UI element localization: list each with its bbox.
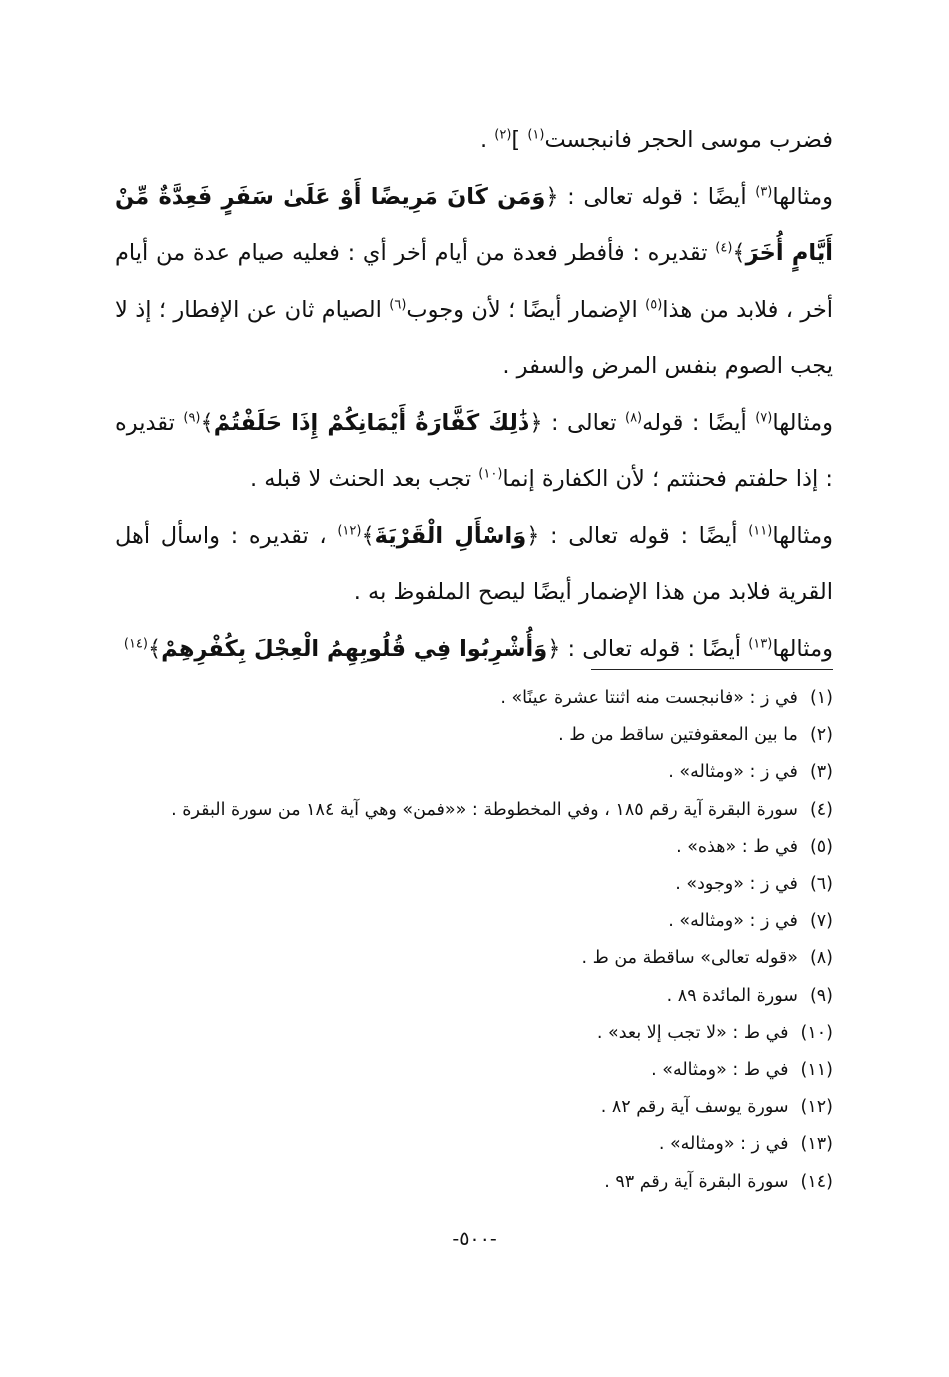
verse-bracket: ﴿ bbox=[545, 183, 559, 210]
verse-bracket: ﴾ bbox=[200, 409, 214, 436]
footnote bbox=[93, 792, 833, 829]
footnote-marker: (٩) bbox=[183, 410, 201, 425]
footnote-marker: (٢) bbox=[494, 127, 512, 143]
footnote-text: في ط : «ومثاله» . bbox=[651, 1060, 789, 1081]
text-run: . bbox=[479, 127, 495, 153]
footnote-number: (٤) bbox=[809, 799, 833, 820]
text-run: تعالى : bbox=[542, 409, 625, 436]
footnote-number: (٨) bbox=[809, 948, 833, 969]
footnote bbox=[93, 866, 833, 903]
footnote-number: (١٣) bbox=[800, 1134, 833, 1155]
text-run: ، تقديره : واسأل أهل القرية فلابد من هذا الإضمار أيضًا ليصح الملفوظ به . bbox=[115, 522, 833, 605]
text-run: أيضًا : قوله تعالى : bbox=[560, 635, 749, 662]
paragraph bbox=[115, 112, 833, 169]
text-run: ومثالها bbox=[772, 409, 833, 436]
main-text bbox=[115, 112, 833, 677]
text-run: ومثالها bbox=[772, 183, 834, 210]
footnote-text: في ز : «ومثاله» . bbox=[658, 1134, 789, 1155]
footnote-number: (١٠) bbox=[800, 1022, 833, 1043]
footnote-number: (٢) bbox=[809, 725, 833, 746]
quran-verse: وَاسْأَلِ الْقَرْيَةَ bbox=[374, 522, 527, 549]
verse-bracket: ﴾ bbox=[361, 522, 375, 549]
text-run: تقديره : إذا حلفتم فحنثتم ؛ لأن الكفارة إنما bbox=[115, 409, 833, 492]
footnote-text: «قوله تعالى» ساقطة من ط . bbox=[581, 948, 798, 969]
footnote-marker: (١٣) bbox=[748, 636, 773, 651]
footnote bbox=[93, 717, 833, 754]
footnote bbox=[93, 1089, 833, 1126]
text-run: أيضًا : قوله تعالى : bbox=[539, 522, 749, 549]
footnote-number: (١٤) bbox=[800, 1171, 833, 1192]
footnote-marker: (٧) bbox=[755, 410, 773, 425]
footnote-text: سورة البقرة آية رقم ١٨٥ ، وفي المخطوطة : ««فمن» وهي آية ١٨٤ من سورة البقرة . bbox=[171, 799, 798, 820]
text-run: الإضمار أيضًا ؛ لأن وجوب bbox=[406, 296, 646, 323]
page-number: -٥٠٠- bbox=[452, 1228, 497, 1250]
text-run: ومثالها bbox=[772, 635, 833, 662]
text-run: تقديره : فأفطر فعدة من أيام أخر أي : فعليه صيام عدة من أيام أخر ، فلابد من هذا bbox=[115, 240, 833, 323]
footnote-marker: (٤) bbox=[715, 240, 733, 256]
footnote bbox=[93, 680, 833, 717]
footnote-divider bbox=[591, 669, 833, 670]
text-run: أيضًا : قوله تعالى : bbox=[558, 183, 756, 210]
verse-bracket: ﴿ bbox=[526, 522, 540, 549]
footnote-text: في ز : «فانبجست منه اثنتا عشرة عينًا» . bbox=[500, 688, 798, 708]
footnote bbox=[93, 978, 833, 1015]
footnote bbox=[93, 1052, 833, 1089]
footnote bbox=[93, 940, 833, 977]
footnote bbox=[93, 754, 833, 791]
footnote-text: سورة المائدة ٨٩ . bbox=[666, 985, 798, 1006]
footnote-text: في ط : «لا تجب إلا بعد» . bbox=[596, 1022, 789, 1043]
footnote-text: في ز : «ومثاله» . bbox=[668, 911, 798, 932]
footnote-marker: (٣) bbox=[755, 184, 773, 199]
text-run: ] bbox=[511, 127, 528, 153]
quran-verse: وَمَن كَانَ مَرِيضًا أَوْ عَلَىٰ سَفَرٍ فَعِدَّةٌ مِّنْ أَيَّامٍ أُخَرَ bbox=[115, 183, 834, 266]
quran-verse: وَأُشْرِبُوا فِي قُلُوبِهِمُ الْعِجْلَ بِكُفْرِهِمْ bbox=[161, 635, 548, 662]
verse-bracket: ﴾ bbox=[147, 635, 162, 662]
footnote-number: (٥) bbox=[809, 836, 833, 857]
footnotes-list bbox=[93, 680, 833, 1201]
footnote-text: سورة يوسف آية رقم ٨٢ . bbox=[600, 1097, 789, 1118]
footnote-text: في ز : «وجود» . bbox=[675, 874, 798, 895]
footnote-marker: (١٤) bbox=[123, 636, 148, 651]
footnote-marker: (١) bbox=[527, 127, 545, 143]
footnote bbox=[93, 1015, 833, 1052]
footnote-marker: (١٢) bbox=[337, 523, 362, 538]
footnote bbox=[93, 903, 833, 940]
paragraph bbox=[115, 395, 833, 508]
footnote-number: (٦) bbox=[809, 874, 833, 895]
footnote bbox=[93, 1126, 833, 1163]
footnote-text: ما بين المعقوفتين ساقط من ط . bbox=[558, 725, 798, 746]
footnote-number: (١١) bbox=[800, 1060, 833, 1081]
footnote bbox=[93, 1164, 833, 1201]
footnote bbox=[93, 829, 833, 866]
footnote-marker: (٨) bbox=[624, 410, 643, 425]
quran-verse: ذَٰلِكَ كَفَّارَةُ أَيْمَانِكُمْ إِذَا حَلَفْتُمْ bbox=[213, 409, 530, 436]
footnote-marker: (٥) bbox=[645, 297, 663, 312]
footnote-number: (١٢) bbox=[800, 1097, 833, 1118]
text-run: أيضًا : قوله bbox=[642, 409, 756, 436]
footnote-text: في ز : «ومثاله» . bbox=[668, 762, 798, 783]
footnote-number: (٧) bbox=[809, 911, 833, 932]
footnote-marker: (١١) bbox=[748, 523, 773, 538]
text-run: ومثالها bbox=[772, 522, 833, 549]
footnote-text: في ط : «هذه» . bbox=[676, 836, 798, 857]
text-run: تجب بعد الحنث لا قبله . bbox=[249, 466, 479, 492]
verse-bracket: ﴿ bbox=[529, 409, 543, 436]
paragraph bbox=[115, 169, 833, 395]
footnote-text: سورة البقرة آية رقم ٩٣ . bbox=[604, 1171, 789, 1192]
footnote-number: (١) bbox=[809, 688, 833, 708]
footnote-number: (٩) bbox=[809, 985, 833, 1006]
text-run: فضرب موسى الحجر فانبجست bbox=[544, 127, 833, 153]
text-run: الصيام ثان عن الإفطار ؛ إذ لا يجب الصوم بنفس المرض والسفر . bbox=[115, 296, 833, 379]
verse-bracket: ﴾ bbox=[732, 240, 746, 266]
footnote-number: (٣) bbox=[809, 762, 833, 783]
footnote-marker: (٦) bbox=[389, 297, 407, 312]
footnote-marker: (١٠) bbox=[478, 466, 503, 482]
verse-bracket: ﴿ bbox=[547, 635, 561, 662]
paragraph bbox=[115, 508, 833, 621]
